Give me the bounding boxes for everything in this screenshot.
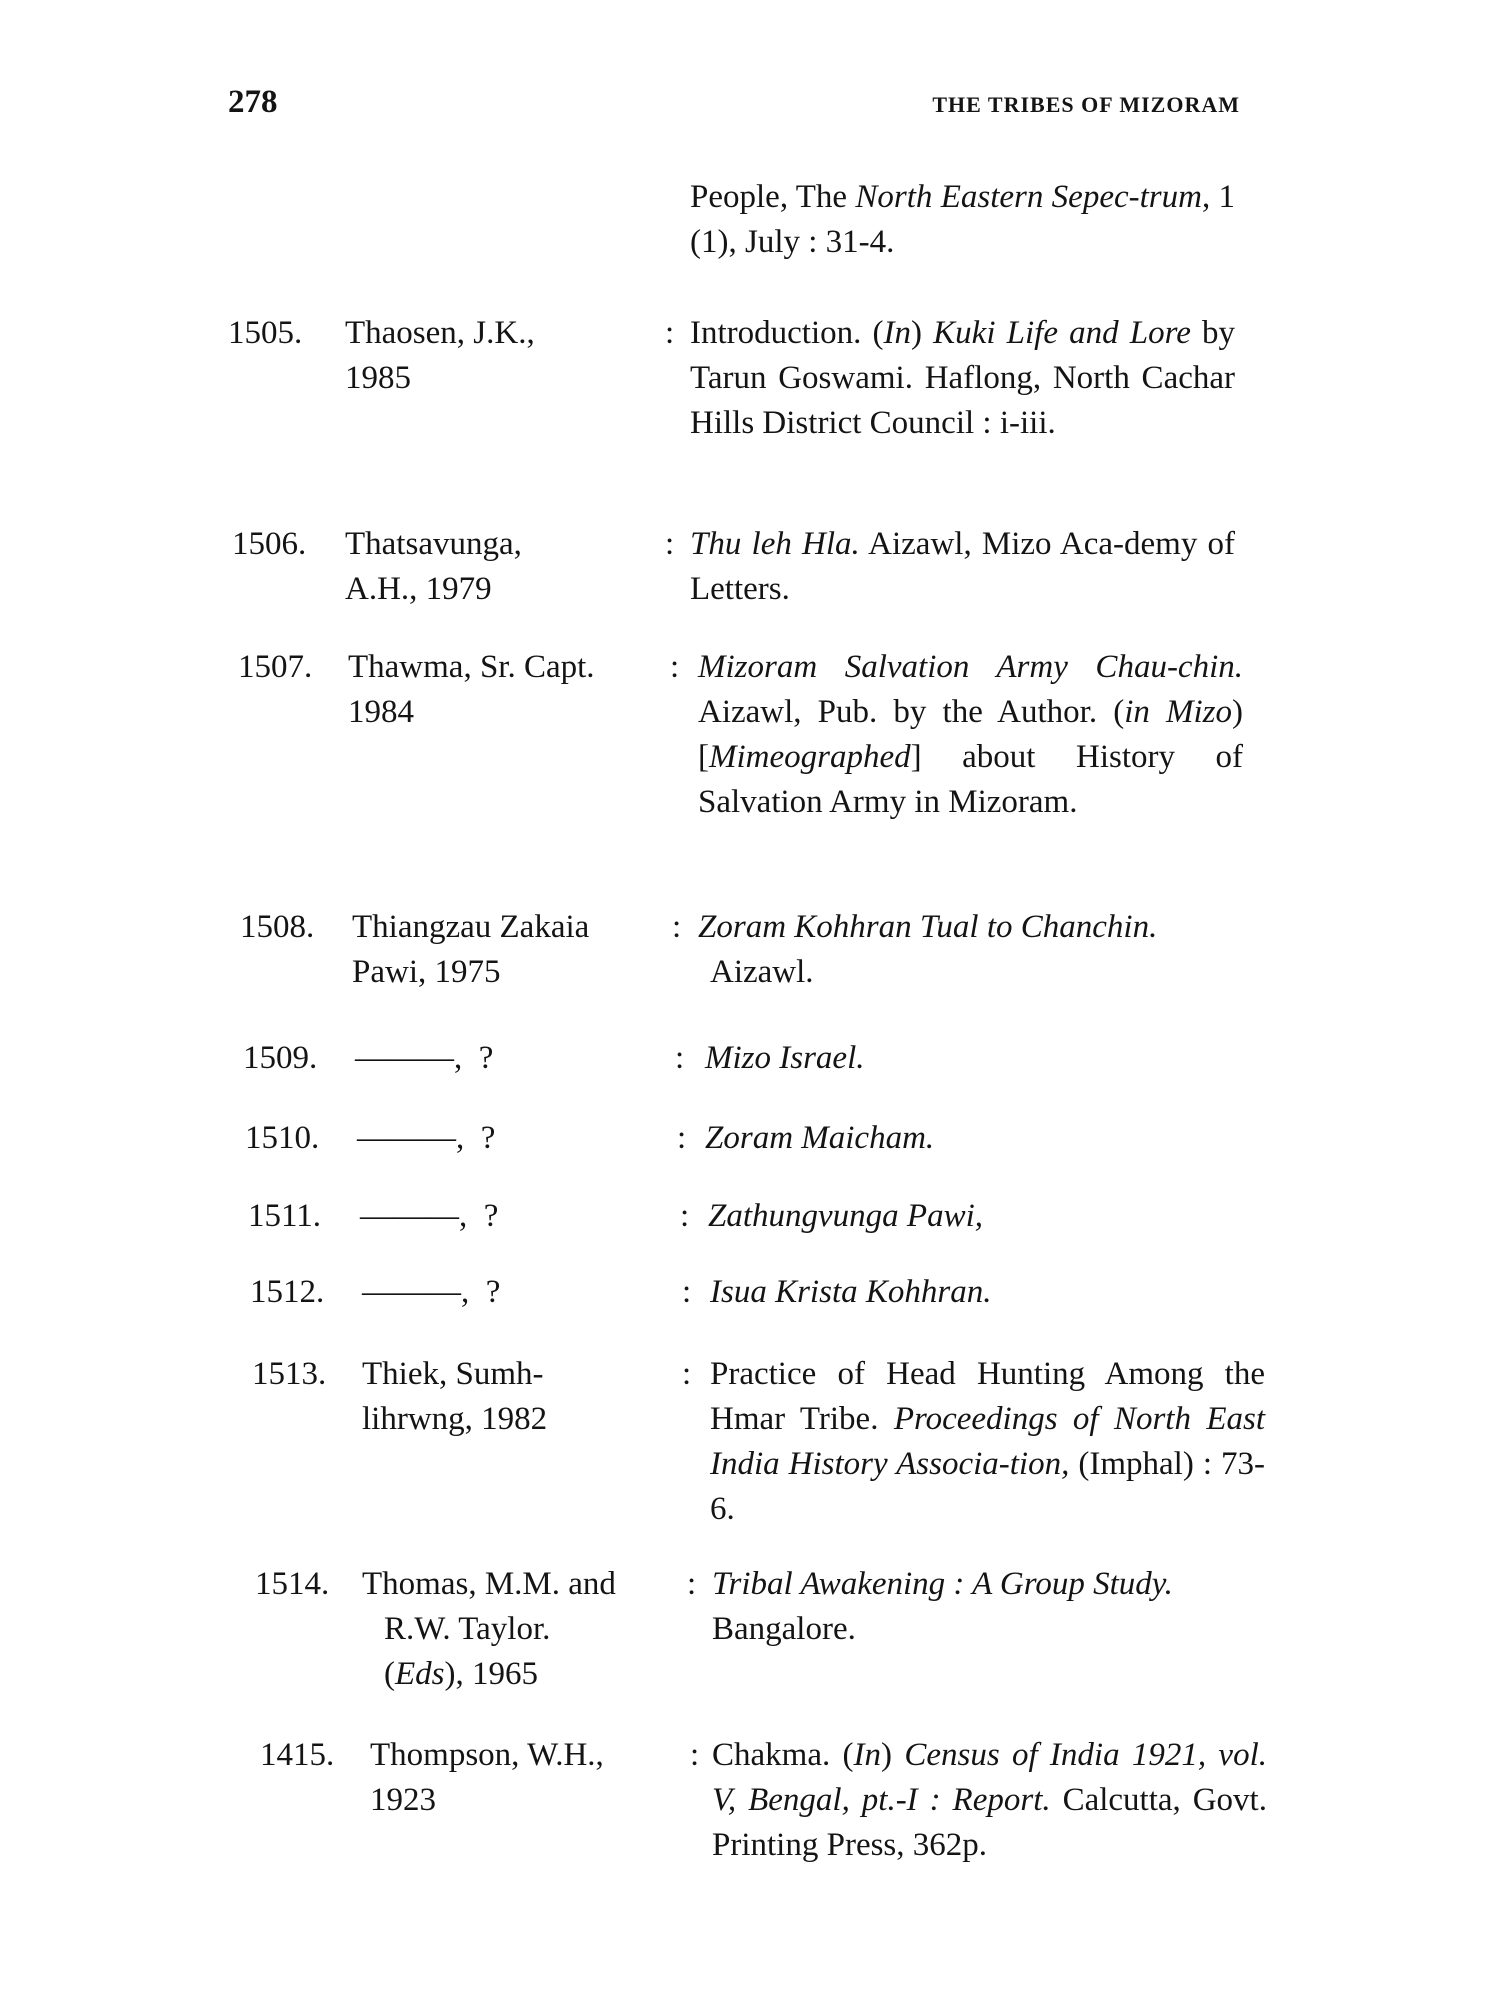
- entry-text-part: ): [881, 1737, 905, 1773]
- running-title: THE TRIBES OF MIZORAM: [932, 92, 1240, 117]
- entry-author: ———, ?: [362, 1274, 501, 1310]
- entry-title: Zoram Maicham.: [705, 1120, 935, 1156]
- entry-colon: :: [682, 1274, 692, 1310]
- entry-number: 1513.: [252, 1356, 327, 1392]
- entry-text-italic: Mimeographed: [709, 739, 911, 775]
- entry-text-part: ): [911, 315, 934, 351]
- author-line: Thompson, W.H.,: [370, 1737, 604, 1773]
- entry-author: [345, 522, 645, 612]
- entry-text-italic: Tribal Awakening : A Group Study.: [712, 1566, 1173, 1602]
- entry-number: 1510.: [245, 1120, 320, 1156]
- entry-colon: :: [665, 526, 675, 562]
- entry-text-part: Aizawl.: [710, 954, 814, 990]
- entry-author: [362, 1352, 682, 1442]
- author-line: Thomas, M.M. and: [362, 1566, 616, 1602]
- entry-colon: :: [677, 1120, 687, 1156]
- entry-number: 1508.: [240, 909, 315, 945]
- entry-number: 1509.: [243, 1040, 318, 1076]
- entry-text-part: ] about History of Salvation Army in Mizoram.: [698, 739, 1243, 820]
- entry-text-part: Practice of Head Hunting Among the Hmar Tribe.: [710, 1356, 1265, 1437]
- entry-text-italic: Kuki Life and Lore: [933, 315, 1191, 351]
- entry-text: [698, 905, 1258, 995]
- entry-text-italic: Zoram Kohhran Tual to Chanchin.: [698, 909, 1158, 945]
- entry-colon: :: [687, 1566, 697, 1602]
- entry-text-italic: In: [883, 315, 912, 351]
- author-line: R.W. Taylor.: [384, 1611, 551, 1647]
- entry-text-italic: Census of India 1921, vol. V, Bengal, pt.-I : Report.: [712, 1737, 1267, 1818]
- entry-number: 1505.: [228, 315, 303, 351]
- author-line: lihrwng, 1982: [362, 1401, 548, 1437]
- entry-author: [362, 1562, 692, 1697]
- entry-text-part: (Imphal) : 73-6.: [710, 1446, 1266, 1527]
- author-line: 1984: [348, 694, 414, 730]
- entry-text: [698, 645, 1243, 825]
- author-editor-label: Eds: [395, 1656, 445, 1692]
- continuation-journal: North Eastern Sepec-trum: [855, 179, 1202, 215]
- entry-colon: :: [670, 649, 680, 685]
- entry-number: 1415.: [260, 1737, 335, 1773]
- author-line: Thiek, Sumh-: [362, 1356, 544, 1392]
- entry-colon: :: [690, 1737, 700, 1773]
- entry-title: Zathungvunga Pawi,: [708, 1198, 984, 1234]
- author-line: 1985: [345, 360, 411, 396]
- entry-text-italic: In: [853, 1737, 882, 1773]
- entry-title: Mizo Israel.: [705, 1040, 865, 1076]
- entry-text-part: Introduction. (: [690, 315, 884, 351]
- entry-text-part: ) [: [698, 694, 1243, 775]
- entry-text-italic: Thu leh Hla.: [690, 526, 860, 562]
- entry-author: [352, 905, 672, 995]
- entry-colon: :: [665, 315, 675, 351]
- entry-title: Isua Krista Kohhran.: [710, 1274, 992, 1310]
- entry-number: 1512.: [250, 1274, 325, 1310]
- entry-author: [345, 311, 645, 401]
- entry-number: 1506.: [232, 526, 307, 562]
- author-line: Thiangzau Zakaia: [352, 909, 590, 945]
- entry-text: [710, 1352, 1265, 1532]
- author-line: Thaosen, J.K.,: [345, 315, 535, 351]
- entry-text-part: Calcutta, Govt. Printing Press, 362p.: [712, 1782, 1267, 1863]
- entry-colon: :: [682, 1356, 692, 1392]
- entry-number: 1507.: [238, 649, 313, 685]
- entry-author: [370, 1733, 690, 1823]
- entry-text-italic: Proceedings of North East India History Associa-tion,: [710, 1401, 1266, 1482]
- entry-text-italic: in Mizo: [1124, 694, 1232, 730]
- entry-colon: :: [672, 909, 682, 945]
- page-number: 278: [228, 84, 278, 120]
- author-line: Thatsavunga,: [345, 526, 522, 562]
- author-line: [362, 1652, 692, 1697]
- entry-text-part: Aizawl, Pub. by the Author. (: [698, 694, 1125, 730]
- entry-text-italic: Mizoram Salvation Army Chau-chin.: [698, 649, 1243, 685]
- continuation-part1: People, The: [690, 179, 856, 215]
- entry-colon: :: [680, 1198, 690, 1234]
- author-line: Pawi, 1975: [352, 954, 501, 990]
- entry-author: ———, ?: [357, 1120, 496, 1156]
- entry-author: [348, 645, 668, 735]
- author-line: 1923: [370, 1782, 436, 1818]
- author-line: Thawma, Sr. Capt.: [348, 649, 595, 685]
- entry-text: [690, 311, 1235, 446]
- entry-author: ———, ?: [355, 1040, 494, 1076]
- entry-author: ———, ?: [360, 1198, 499, 1234]
- author-editor-close: ), 1965: [444, 1656, 538, 1692]
- entry-text-part: Bangalore.: [712, 1611, 856, 1647]
- entry-text-part: by Tarun Goswami. Haflong, North Cachar Hills District Council : i-iii.: [690, 315, 1235, 441]
- entry-number: 1514.: [255, 1566, 330, 1602]
- continuation-text: [690, 175, 1235, 265]
- entry-text-part: Chakma. (: [712, 1737, 854, 1773]
- entry-text: [690, 522, 1235, 612]
- entry-text: [712, 1562, 1272, 1652]
- entry-text-part: Aizawl, Mizo Aca-demy of Letters.: [690, 526, 1236, 607]
- entry-number: 1511.: [248, 1198, 322, 1234]
- entry-text: [712, 1733, 1267, 1868]
- author-editor-open: (: [384, 1656, 395, 1692]
- entry-colon: :: [675, 1040, 685, 1076]
- author-line: A.H., 1979: [345, 571, 492, 607]
- continuation-part3: , 1 (1), July : 31-4.: [690, 179, 1236, 260]
